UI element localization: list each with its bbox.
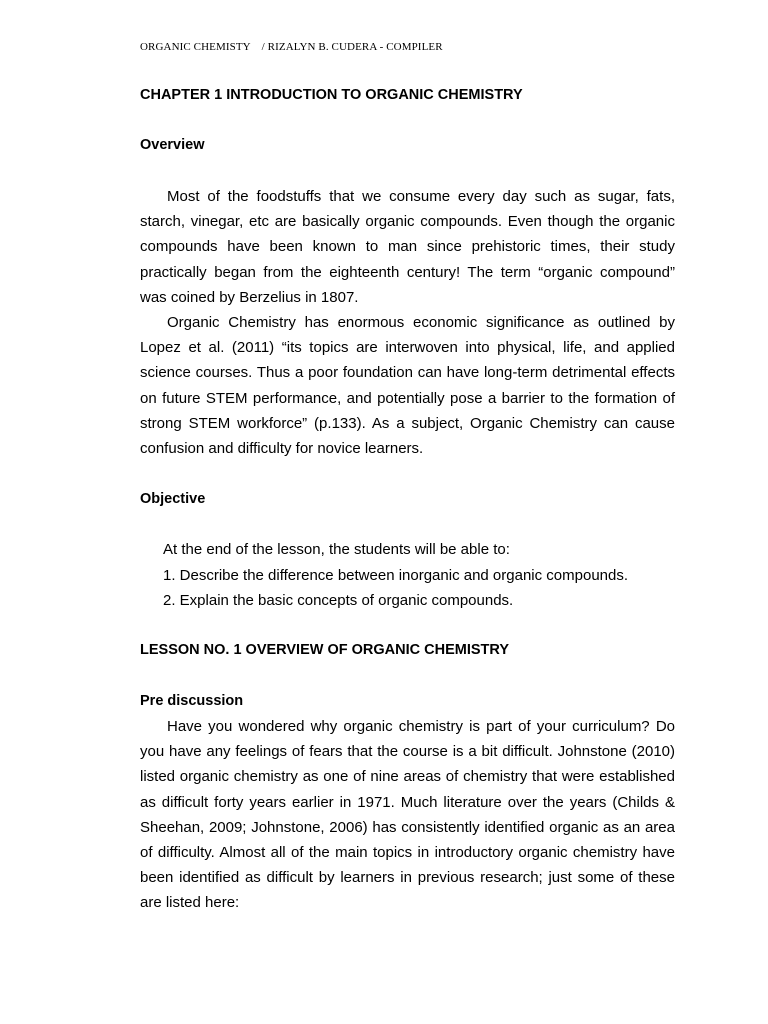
objective-heading: Objective bbox=[140, 491, 206, 507]
overview-paragraph-2: Organic Chemistry has enormous economic significance as outlined by Lopez et al. (2011) “its topics are interwoven into physical, life, and applied science courses. Thus a poor foundation can have long-term detrimental effects on future STEM performance, and potentially pose a barrier to the formation of strong STEM workforce” (p.133). As a subject, Organic Chemistry can cause confusion and difficulty for novice learners. bbox=[140, 314, 675, 458]
overview-paragraph-1: Most of the foodstuffs that we consume every day such as sugar, fats, starch, vinegar, etc are basically organic compounds. Even though the organic compounds have been known to man since prehistoric times, their study practically began from the eighteenth century! The term “organic compound” was coined by Berzelius in 1807. bbox=[140, 188, 675, 306]
pre-discussion-heading: Pre discussion bbox=[140, 693, 244, 709]
objective-item: 1. Describe the difference between inorganic and organic compounds. bbox=[163, 566, 629, 584]
chapter-title: CHAPTER 1 INTRODUCTION TO ORGANIC CHEMISTRY bbox=[140, 87, 523, 103]
overview-heading: Overview bbox=[140, 137, 205, 153]
lesson-title: LESSON NO. 1 OVERVIEW OF ORGANIC CHEMISTRY bbox=[140, 642, 509, 658]
pre-discussion-paragraph: Have you wondered why organic chemistry is part of your curriculum? Do you have any feelings of fears that the course is a bit difficult. Johnstone (2010) listed organic chemistry as one of nine areas of chemistry that were established as difficult forty years earlier in 1971. Much literature over the years (Childs & Sheehan, 2009; Johnstone, 2006) has consistently identified organic as an area of difficulty. Almost all of the main topics in introductory organic chemistry have been identified as difficult by learners in previous research; just some of these are listed here: bbox=[140, 718, 675, 912]
objective-intro: At the end of the lesson, the students will be able to: bbox=[163, 541, 510, 558]
running-header: ORGANIC CHEMISTY / RIZALYN B. CUDERA - COMPILER bbox=[140, 41, 443, 53]
objective-list bbox=[163, 537, 628, 614]
objective-item: 2. Explain the basic concepts of organic compounds. bbox=[163, 592, 514, 609]
